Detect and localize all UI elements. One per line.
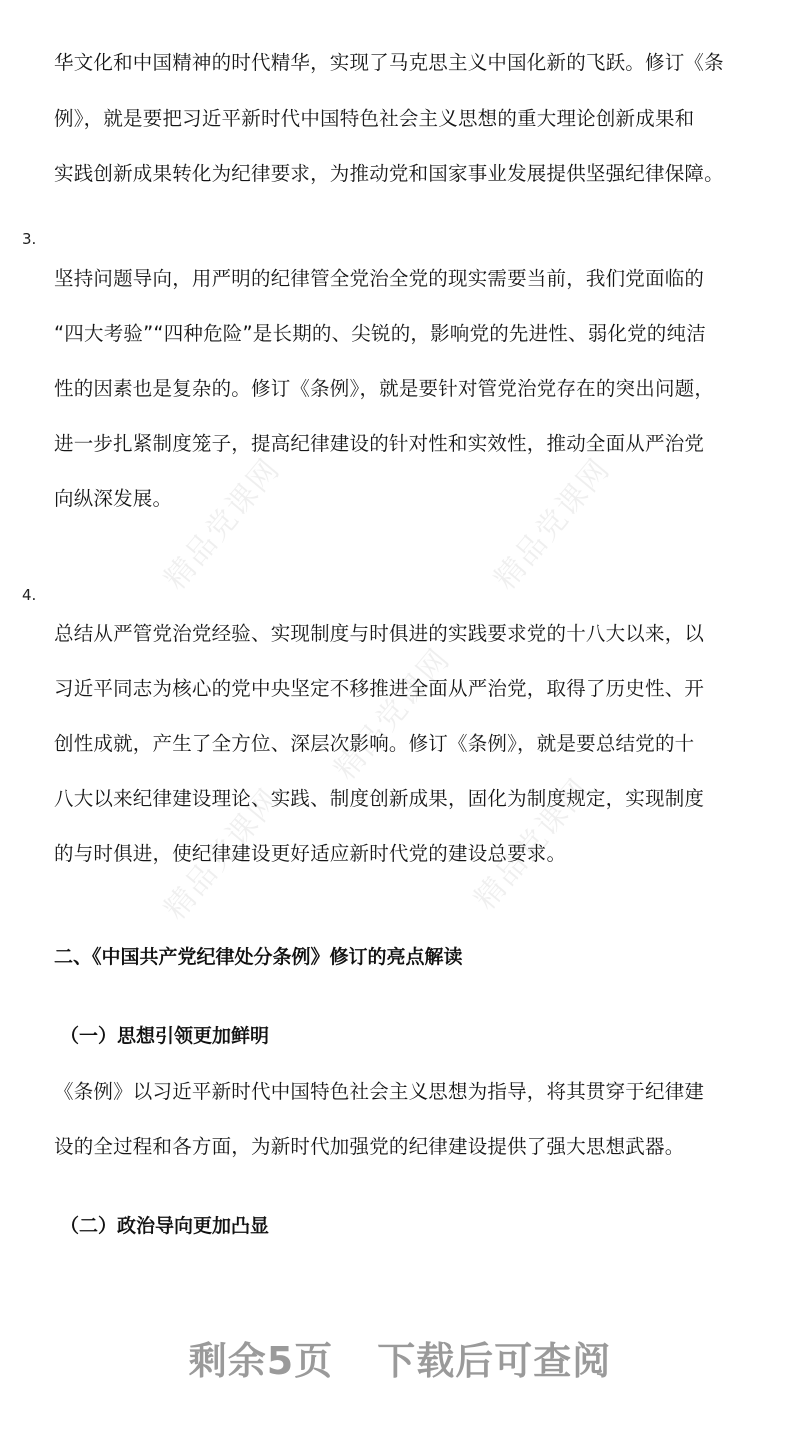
download-to-view-label[interactable]: 下载后可查阅 — [377, 1339, 612, 1383]
subsection-heading: （二）政治导向更加凸显 — [60, 1215, 270, 1237]
paragraph-line: 向纵深发展。 — [54, 487, 173, 510]
section-number: 3. — [22, 230, 37, 248]
watermark: 精品党课网 — [487, 451, 618, 597]
watermark: 精品党课网 — [157, 451, 288, 597]
paragraph-line: 创性成就，产生了全方位、深层次影响。修订《条例》，就是要总结党的十 — [54, 732, 695, 755]
paragraph-line: 八大以来纪律建设理论、实践、制度创新成果，固化为制度规定，实现制度 — [54, 787, 705, 810]
paragraph-line: 华文化和中国精神的时代精华，实现了马克思主义中国化新的飞跃。修订《条 — [54, 51, 724, 74]
paragraph-line: 性的因素也是复杂的。修订《条例》，就是要针对管党治党存在的突出问题， — [54, 377, 715, 400]
watermark: 精品党课网 — [327, 641, 458, 787]
paragraph-line: 习近平同志为核心的党中央坚定不移推进全面从严治党，取得了历史性、开 — [54, 677, 705, 700]
paragraph-line: 总结从严管党治党经验、实现制度与时俱进的实践要求党的十八大以来，以 — [54, 622, 705, 645]
download-prompt[interactable] — [0, 1330, 800, 1385]
paragraph-line: 的与时俱进，使纪律建设更好适应新时代党的建设总要求。 — [54, 842, 567, 865]
watermark: 精品党课网 — [157, 781, 288, 927]
paragraph-line: 坚持问题导向，用严明的纪律管全党治全党的现实需要当前，我们党面临的 — [54, 267, 705, 290]
section-heading: 二、《中国共产党纪律处分条例》修订的亮点解读 — [54, 946, 463, 968]
remaining-pages-label: 剩余5页 — [188, 1339, 334, 1383]
paragraph-line: 《条例》以习近平新时代中国特色社会主义思想为指导，将其贯穿于纪律建 — [54, 1080, 705, 1103]
watermark: 精品党课网 — [467, 771, 598, 917]
paragraph-line: 例》，就是要把习近平新时代中国特色社会主义思想的重大理论创新成果和 — [54, 107, 695, 130]
paragraph-line: 实践创新成果转化为纪律要求，为推动党和国家事业发展提供坚强纪律保障。 — [54, 162, 724, 185]
paragraph-line: “四大考验”“四种危险”是长期的、尖锐的，影响党的先进性、弱化党的纯洁 — [54, 322, 706, 345]
subsection-heading: （一）思想引领更加鲜明 — [60, 1025, 270, 1047]
paragraph-line: 设的全过程和各方面，为新时代加强党的纪律建设提供了强大思想武器。 — [54, 1135, 685, 1158]
paragraph-line: 进一步扎紧制度笼子，提高纪律建设的针对性和实效性，推动全面从严治党 — [54, 432, 705, 455]
section-number: 4. — [22, 586, 37, 604]
